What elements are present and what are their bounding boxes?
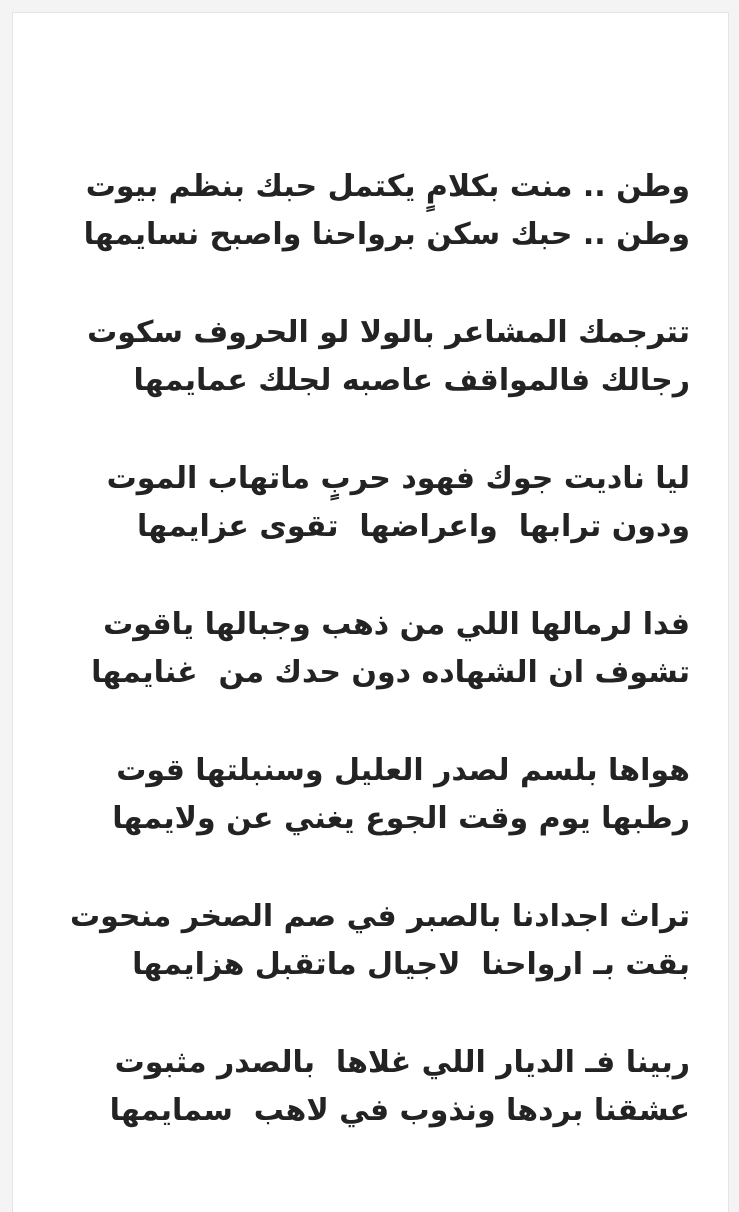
stanza-3 (50, 455, 690, 551)
stanza-7 (50, 1039, 690, 1135)
stanza-6 (50, 893, 690, 989)
poem-line: ربينا فـ الديار اللي غلاها بالصدر مثبوت (114, 1045, 690, 1080)
poem-line: عشقنا بردها ونذوب في لاهب سمايمها (109, 1093, 690, 1128)
poem-line: تترجمك المشاعر بالولا لو الحروف سكوت (87, 315, 690, 350)
poem-line: وطن .. منت بكلامٍ يكتمل حبك بنظم بيوت (85, 169, 690, 204)
document-page (12, 12, 729, 1212)
stanza-5 (50, 747, 690, 843)
poem-line: رطبها يوم وقت الجوع يغني عن ولايمها (112, 801, 690, 836)
poem-line: رجالك فالمواقف عاصبه لجلك عمايمها (133, 363, 690, 398)
poem (50, 163, 690, 1185)
poem-line: هواها بلسم لصدر العليل وسنبلتها قوت (116, 753, 690, 788)
poem-line: تراث اجدادنا بالصبر في صم الصخر منحوت (69, 899, 690, 934)
poem-line: وطن .. حبك سكن برواحنا واصبح نسايمها (83, 217, 690, 252)
stanza-4 (50, 601, 690, 697)
stanza-2 (50, 309, 690, 405)
poem-line: بقت بـ ارواحنا لاجيال ماتقبل هزايمها (132, 947, 690, 982)
poem-line: تشوف ان الشهاده دون حدك من غنايمها (91, 655, 690, 690)
poem-line: ليا ناديت جوك فهود حربٍ ماتهاب الموت (106, 461, 690, 496)
poem-line: ودون ترابها واعراضها تقوى عزايمها (137, 509, 690, 544)
stanza-1 (50, 163, 690, 259)
poem-line: فدا لرمالها اللي من ذهب وجبالها ياقوت (103, 607, 690, 642)
